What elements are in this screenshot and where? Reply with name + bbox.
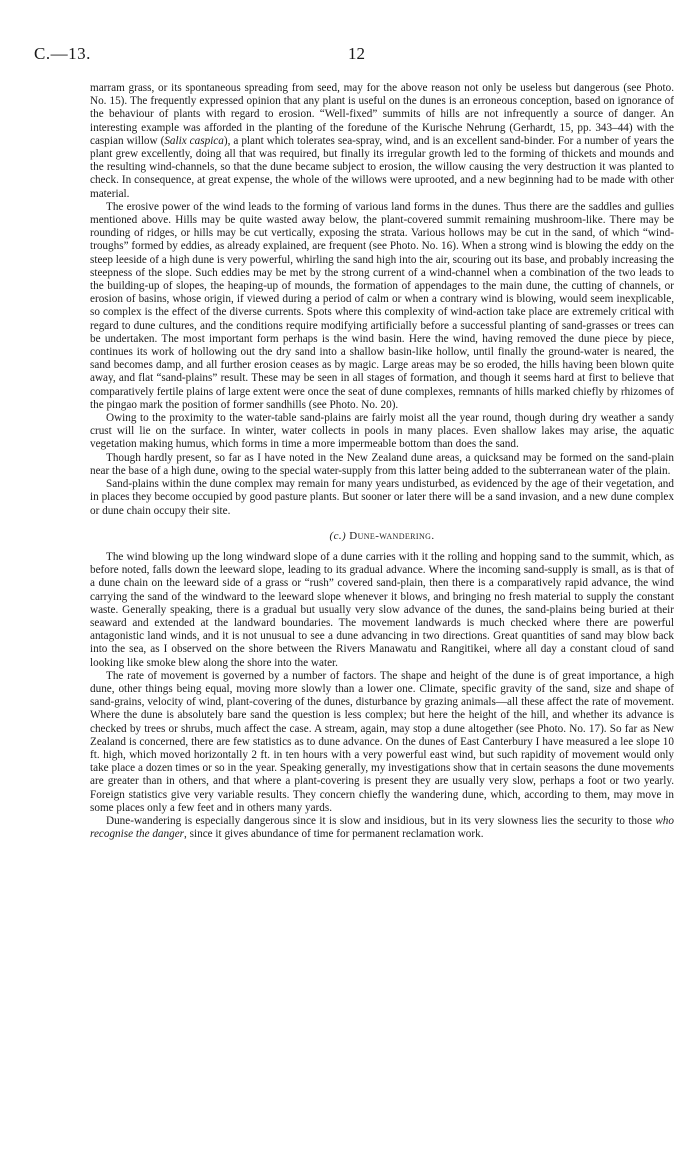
paragraph-sand-plains: Sand-plains within the dune complex may remain for many years undisturbed, as evidenced by the age of their vegetation, and in places they become occupied by good pasture plants. But sooner or later there will be a sand invasion, and a new dune complex or dune chain occupy their site. bbox=[90, 478, 674, 517]
paragraph-text: marram grass, or its spontaneous spreading from seed, may for the above reason not only be useless but dangerous (see Photo. No. 15). The frequently expressed opinion that any plant is useful on the dunes is an erroneous conception, based on ignorance of the behaviour of plants with regard to erosion. “Well-fixed” summits of hills are not infrequently a source of danger. An interesting example was afforded in the planting of the foredune of the Kurische Nehrung (Gerhardt, 15, pp. 343–44) with the caspian willow ( bbox=[90, 82, 674, 147]
section-heading-dune-wandering bbox=[90, 530, 674, 543]
paragraph-text: , since it gives abundance of time for permanent reclamation work. bbox=[184, 828, 484, 841]
paragraph-text: ), a plant which tolerates sea-spray, wind, and is an excellent sand-binder. For a number of years the plant grew excellently, doing all that was required, but finally its irregular growth led to the forming of thickets and mounds and the resulting wind-channels, so that the dune became subject to erosion, the willow causing the very destruction it was planted to check. In consequence, at great expense, the whole of the willows were uprooted, and a new beginning had to be made with other material. bbox=[90, 134, 674, 200]
paragraph-wind-windward-slope: The wind blowing up the long windward slope of a dune carries with it the rolling and hopping sand to the summit, which, as before noted, falls down the leeward slope, leading to its gradual advance. Where the incoming sand-supply is small, as is that of a dune chain on the leeward side of a grass or “rush” covered sand-plain, then there is a comparatively rapid advance, the wind carrying the sand of the windward to the leeward slope whenever it blows, and bringing no fresh material to supply the constant waste. Generally speaking, there is a gradual but usually very slow advance of the dunes, the sand-plains being buried at their seaward and extended at the landward boundaries. The movement landwards is much checked where there are powerful antagonistic land winds, and it is not unusual to see a dune advancing in two directions. Great quantities of sand may blow back into the sea, as I observed on the shore between the Rivers Manawatu and Rangitikei, where all day a constant cloud of sand looking like smoke blew along the shore into the water. bbox=[90, 550, 674, 669]
paragraph-quicksand: Though hardly present, so far as I have noted in the New Zealand dune areas, a quicksand may be formed on the sand-plain near the base of a high dune, owing to the special water-supply from this latter being added to the subterranean water of the plain. bbox=[90, 451, 674, 477]
species-name: Salix caspica bbox=[164, 134, 224, 147]
document-reference: C.—13. bbox=[34, 44, 91, 63]
paragraph-rate-of-movement: The rate of movement is governed by a number of factors. The shape and height of the dune is of great importance, a high dune, other things being equal, moving more slowly than a lower one. Climate, specific gravity of the sand, size and shape of sand-grains, velocity of wind, plant-covering of the dunes, disturbance by grazing animals—all these affect the rate of movement. Where the dune is absolutely bare sand the question is less complex; but here the height of the hill, and whether its advance is checked by trees or shrubs, much affect the case. A stream, again, may stop a dune altogether (see Photo. No. 17). So far as New Zealand is concerned, there are few statistics as to dune advance. On the dunes of East Canterbury I have measured a lee slope 10 ft. high, which moved horizontally 2 ft. in ten hours with a very powerful east wind, but such rapidity of movement would only take place a dozen times or so in the year. Speaking generally, my investigations show that in certain seasons the dune movements are greater than in others, and that where a plant-covering is present they are usually very slow, perhaps a foot or two yearly. Foreign statistics give very variable results. They concern chiefly the wandering dune, which, according to them, may move in some places only a few feet and in others many yards. bbox=[90, 669, 674, 814]
page-header bbox=[34, 44, 666, 68]
paragraph-water-table: Owing to the proximity to the water-table sand-plains are fairly moist all the year round, though during dry weather a sandy crust will lie on the surface. In winter, water collects in pools in many places. Even shallow lakes may arise, the aquatic vegetation making humus, which forms in time a more impermeable bottom than does the sand. bbox=[90, 412, 674, 451]
paragraph-erosive-power: The erosive power of the wind leads to the forming of various land forms in the dunes. Thus there are the saddles and gullies mentioned above. Hills may be quite wasted away below, the plant-covered summit remaining mushroom-like. There may be rounding of ridges, or hills may be cut vertically, exposing the strata. Various hollows may be cut in the sand, of which “wind-troughs” formed by eddies, as already explained, are frequent (see Photo. No. 16). When a strong wind is blowing the eddy on the steep leeside of a high dune is very powerful, whirling the sand high into the air, scouring out its base, and probably increasing the steepness of the slope. Such eddies may be met by the strong current of a wind-channel when a combination of the two leads to the building-up of slopes, the heaping-up of mounds, the formation of appendages to the main dune, the cutting of channels, or erosion of basins, whose origin, if viewed during a period of calm or when a contrary wind is blowing, would seem inexplicable, so complex is the effect of the diverse currents. Spots where this complexity of wind-action take place are extremely critical with regard to dune cultures, and the conditions require modifying artificially before a successful planting of sand-grasses or trees can be undertaken. The most important form perhaps is the wind basin. Here the wind, having removed the dune piece by piece, continues its work of hollowing out the dry sand into a shallow basin-like hollow, until finally the ground-water is neared, the sand becomes damp, and all further erosion ceases as by magic. Large areas may be so eroded, the hills having been blown quite away, and flat “sand-plains” result. These may be seen in all stages of formation, and though it seems hard at first to believe that comparatively fertile plains of large extent were once the seat of dune complexes, remnants of hills marked chiefly by rhizomes of the pingao mark the position of former sandhills (see Photo. No. 20). bbox=[90, 200, 674, 411]
paragraph-text: Dune-wandering is especially dangerous since it is slow and insidious, but in its very slowness lies the security to those bbox=[106, 814, 656, 827]
page-number: 12 bbox=[348, 44, 365, 63]
paragraph-willow-example bbox=[90, 82, 674, 201]
section-letter: (c.) bbox=[329, 529, 347, 542]
emphasis-text: who recognise the danger bbox=[90, 814, 674, 841]
section-title: Dune-wandering. bbox=[349, 529, 435, 542]
paragraph-dune-wandering-danger bbox=[90, 815, 674, 841]
body-text bbox=[90, 82, 674, 841]
